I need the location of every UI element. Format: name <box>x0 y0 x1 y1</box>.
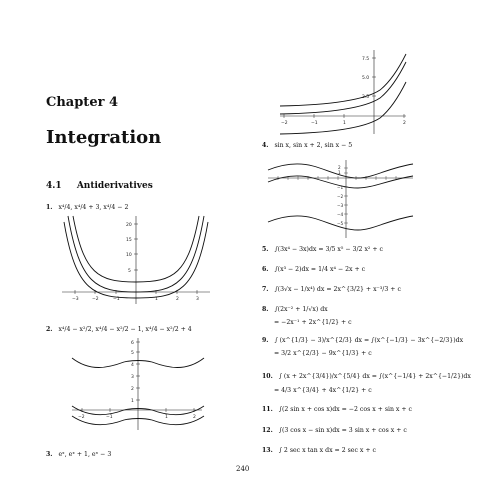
x-tick-label: 2 <box>176 297 179 302</box>
section-heading <box>46 181 153 191</box>
exercise-2 <box>46 326 192 333</box>
exercise-text: x⁴/4, x⁴/4 + 3, x⁴/4 − 2 <box>58 204 129 211</box>
exercise-7 <box>262 286 401 293</box>
exercise-number: 12. <box>262 427 273 434</box>
exercise-number: 7. <box>262 286 269 293</box>
exercise-9-result: = 3/2 x^{2/3} − 9x^{1/3} + c <box>274 350 372 357</box>
exercise-text: ∫(2x⁻² + 1/√x) dx <box>274 306 328 313</box>
y-tick-label: −1 <box>337 185 344 190</box>
exercise-number: 10. <box>262 373 273 380</box>
y-tick-label: 20 <box>126 223 132 228</box>
exercise-9 <box>262 337 463 344</box>
y-tick-label: 2.5 <box>362 95 370 100</box>
y-tick-label: 3 <box>131 375 134 380</box>
exercise-12 <box>262 427 407 434</box>
chapter-title: Integration <box>46 127 162 148</box>
curve-minus-3 <box>280 82 406 134</box>
x-tick-label: 1 <box>155 297 158 302</box>
y-tick-label: 4 <box>131 363 134 368</box>
y-tick-label: 5 <box>131 351 134 356</box>
x-tick-label: −2 <box>78 415 85 420</box>
x-tick-label: −2 <box>281 121 288 126</box>
exercise-text: sin x, sin x + 2, sin x − 5 <box>274 142 353 149</box>
y-tick-label: −3 <box>337 203 344 208</box>
x-tick-label: −2 <box>92 297 99 302</box>
y-tick-label: 10 <box>126 253 132 258</box>
y-tick-label: −2 <box>337 194 344 199</box>
exercise-number: 9. <box>262 337 269 344</box>
curve-plus-1 <box>280 54 406 106</box>
exercise-number: 4. <box>262 142 269 149</box>
graph-exercise-1 <box>62 214 212 304</box>
section-number: 4.1 <box>46 181 62 191</box>
graph-exercise-4 <box>268 160 413 238</box>
exercise-11 <box>262 406 412 413</box>
exercise-number: 13. <box>262 447 273 454</box>
exercise-number: 5. <box>262 246 269 253</box>
y-tick-label: 1 <box>338 170 341 175</box>
section-title: Antiderivatives <box>76 181 153 191</box>
exercise-text: ∫ (x + 2x^{3/4})/x^{5/4} dx = ∫(x^{−1/4} + 2x^{−1/2})dx <box>278 373 471 380</box>
y-tick-label: −5 <box>337 221 344 226</box>
x-tick-label: 1 <box>343 121 346 126</box>
graph-exercise-2 <box>72 338 204 430</box>
exercise-text: ∫ (x^{1/3} − 3)/x^{2/3} dx = ∫(x^{−1/3} − 3x^{−2/3})dx <box>274 337 464 344</box>
exercise-text: ∫(2 sin x + cos x)dx = −2 cos x + sin x + c <box>278 406 413 413</box>
curve-base <box>280 62 406 114</box>
y-tick-label: 2 <box>338 165 341 170</box>
x-tick-label: 2 <box>193 415 196 420</box>
exercise-number: 8. <box>262 306 269 313</box>
exercise-number: 3. <box>46 451 53 458</box>
exercise-text: x⁴/4 − x²/2, x⁴/4 − x²/2 − 1, x⁴/4 − x²/2 + 4 <box>58 326 192 333</box>
exercise-number: 2. <box>46 326 53 333</box>
y-tick-label: 15 <box>126 238 132 243</box>
page-number: 240 <box>236 465 250 473</box>
x-tick-label: 2 <box>403 121 406 126</box>
exercise-10-result: = 4/3 x^{3/4} + 4x^{1/2} + c <box>274 387 372 394</box>
y-tick-label: 5.0 <box>362 76 370 81</box>
y-tick-label: 1 <box>131 399 134 404</box>
x-tick-label: −3 <box>72 297 79 302</box>
x-tick-label: 1 <box>165 415 168 420</box>
exercise-text: ∫(3√x − 1/x⁴) dx = 2x^{3/2} + x⁻³/3 + c <box>274 286 401 293</box>
exercise-number: 6. <box>262 266 269 273</box>
exercise-13 <box>262 447 376 454</box>
exercise-text: ∫(x³ − 2)dx = 1/4 x⁴ − 2x + c <box>274 266 366 273</box>
exercise-text: ∫(3 cos x − sin x)dx = 3 sin x + cos x + c <box>278 427 407 434</box>
chapter-label: Chapter 4 <box>46 95 119 110</box>
x-tick-label: 3 <box>196 297 199 302</box>
exercise-10 <box>262 373 471 380</box>
exercise-text: ∫(3x⁴ − 3x)dx = 3/5 x⁵ − 3/2 x² + c <box>274 246 383 253</box>
exercise-number: 11. <box>262 406 273 413</box>
exercise-6 <box>262 266 365 273</box>
exercise-text: ∫ 2 sec x tan x dx = 2 sec x + c <box>278 447 376 454</box>
exercise-3 <box>46 451 111 458</box>
y-tick-label: −4 <box>337 212 344 217</box>
x-tick-label: −1 <box>113 297 120 302</box>
x-tick-label: −1 <box>106 415 113 420</box>
graph-exercise-3 <box>280 50 408 134</box>
y-tick-label: 2 <box>131 387 134 392</box>
exercise-text: eˣ, eˣ + 1, eˣ − 3 <box>58 451 112 458</box>
exercise-1 <box>46 204 128 211</box>
y-tick-label: 5 <box>128 269 131 274</box>
exercise-8 <box>262 306 328 313</box>
y-tick-label: 7.5 <box>362 57 370 62</box>
y-tick-label: 6 <box>131 341 134 346</box>
exercise-5 <box>262 246 383 253</box>
x-tick-label: −1 <box>311 121 318 126</box>
exercise-8-result: = −2x⁻¹ + 2x^{1/2} + c <box>274 319 352 326</box>
exercise-number: 1. <box>46 204 53 211</box>
exercise-4 <box>262 142 352 149</box>
